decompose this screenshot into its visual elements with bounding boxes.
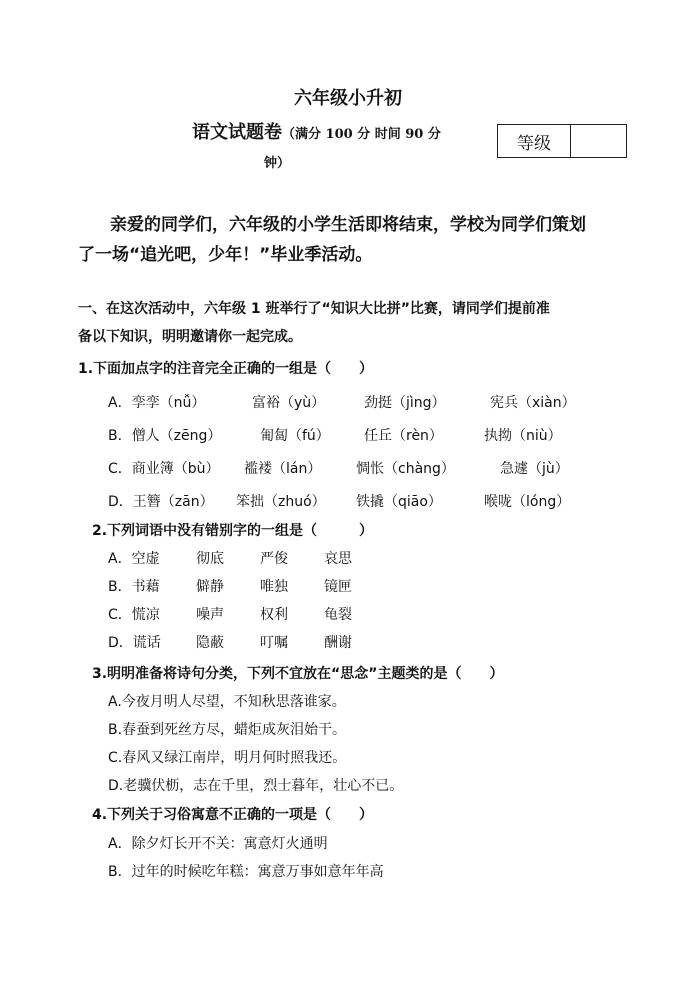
option-word: 执拗（niù） <box>484 428 562 444</box>
option-word: 酬谢 <box>324 635 352 651</box>
option-word: 叮嘱 <box>260 635 288 651</box>
option-word: 惆怅（chàng） <box>356 461 455 477</box>
question-1-option-b <box>108 425 562 445</box>
question-4-stem: 4.下列关于习俗寓意不正确的一项是（ ） <box>92 807 374 823</box>
option-word: 严俊 <box>260 551 288 567</box>
option-word: C．商业簿（bù） <box>108 461 220 477</box>
question-4-option-a: A．除夕灯长开不关：寓意灯火通明 <box>108 836 328 852</box>
option-word: 铁撬（qiāo） <box>356 494 442 510</box>
option-word: 唯独 <box>260 579 288 595</box>
section-1-line-2: 备以下知识，明明邀请你一起完成。 <box>78 329 302 345</box>
option-word: 镜匣 <box>324 579 352 595</box>
option-word: 彻底 <box>196 551 224 567</box>
option-word: 权利 <box>260 607 288 623</box>
option-word: D．王簪（zān） <box>108 494 214 510</box>
question-2-option-d <box>108 632 352 652</box>
grade-box <box>497 124 627 158</box>
option-word: 僻静 <box>196 579 224 595</box>
option-word: C．慌凉 <box>108 607 160 623</box>
option-word: B．僧人（zēng） <box>108 428 222 444</box>
exam-title: 六年级小升初 <box>294 88 402 109</box>
option-word: 笨拙（zhuó） <box>236 494 326 510</box>
question-2-option-b <box>108 576 352 596</box>
question-4-option-b: B．过年的时候吃年糕：寓意万事如意年年高 <box>108 864 384 880</box>
option-word: 褴褛（lán） <box>244 461 322 477</box>
score-time-note: （满分 100 分 时间 90 分 <box>282 127 441 142</box>
question-1-option-c <box>108 458 569 478</box>
option-word: 任丘（rèn） <box>364 428 443 444</box>
intro-line-2: 了一场“追光吧，少年！”毕业季活动。 <box>78 245 373 265</box>
section-1-line-1: 一、在这次活动中，六年级 1 班举行了“知识大比拼”比赛，请同学们提前准 <box>78 301 550 317</box>
option-word: A．孪孪（nǚ） <box>108 395 206 411</box>
question-3-option-c: C.春风又绿江南岸，明月何时照我还。 <box>108 750 347 766</box>
option-word: 富裕（yù） <box>252 395 326 411</box>
grade-value-field[interactable] <box>571 125 626 157</box>
question-3-option-d: D.老骥伏枥，志在千里，烈士暮年，壮心不已。 <box>108 778 404 794</box>
question-2-stem: 2.下列词语中没有错别字的一组是（ ） <box>92 523 374 539</box>
option-word: B．书藉 <box>108 579 160 595</box>
question-1-option-a <box>108 392 576 412</box>
question-1-stem: 1.下面加点字的注音完全正确的一组是（ ） <box>78 361 374 377</box>
exam-subtitle <box>192 118 441 144</box>
option-word: 噪声 <box>196 607 224 623</box>
question-3-option-a: A.今夜月明人尽望，不知秋思落谁家。 <box>108 694 346 710</box>
question-3-option-b: B.春蚕到死丝方尽，蜡炬成灰泪始干。 <box>108 722 347 738</box>
subject-title: 语文试题卷 <box>192 122 282 143</box>
grade-label: 等级 <box>498 125 571 157</box>
option-word: 哀思 <box>324 551 352 567</box>
option-word: 劲挺（jìng） <box>364 395 446 411</box>
option-word: 隐蔽 <box>196 635 224 651</box>
option-word: 龟裂 <box>324 607 352 623</box>
intro-line-1: 亲爱的同学们，六年级的小学生活即将结束，学校为同学们策划 <box>110 215 586 235</box>
question-3-stem: 3.明明准备将诗句分类，下列不宜放在“思念”主题类的是（ ） <box>92 666 504 682</box>
question-2-option-c <box>108 604 352 624</box>
option-word: 急遽（jù） <box>500 461 569 477</box>
option-word: 匍匐（fú） <box>260 428 330 444</box>
score-time-note-cont: 钟） <box>264 156 291 171</box>
option-word: 喉咙（lóng） <box>484 494 571 510</box>
option-word: 宪兵（xiàn） <box>490 395 576 411</box>
option-word: A．空虚 <box>108 551 160 567</box>
option-word: D．谎话 <box>108 635 161 651</box>
question-1-option-d <box>108 491 571 511</box>
question-2-option-a <box>108 548 352 568</box>
